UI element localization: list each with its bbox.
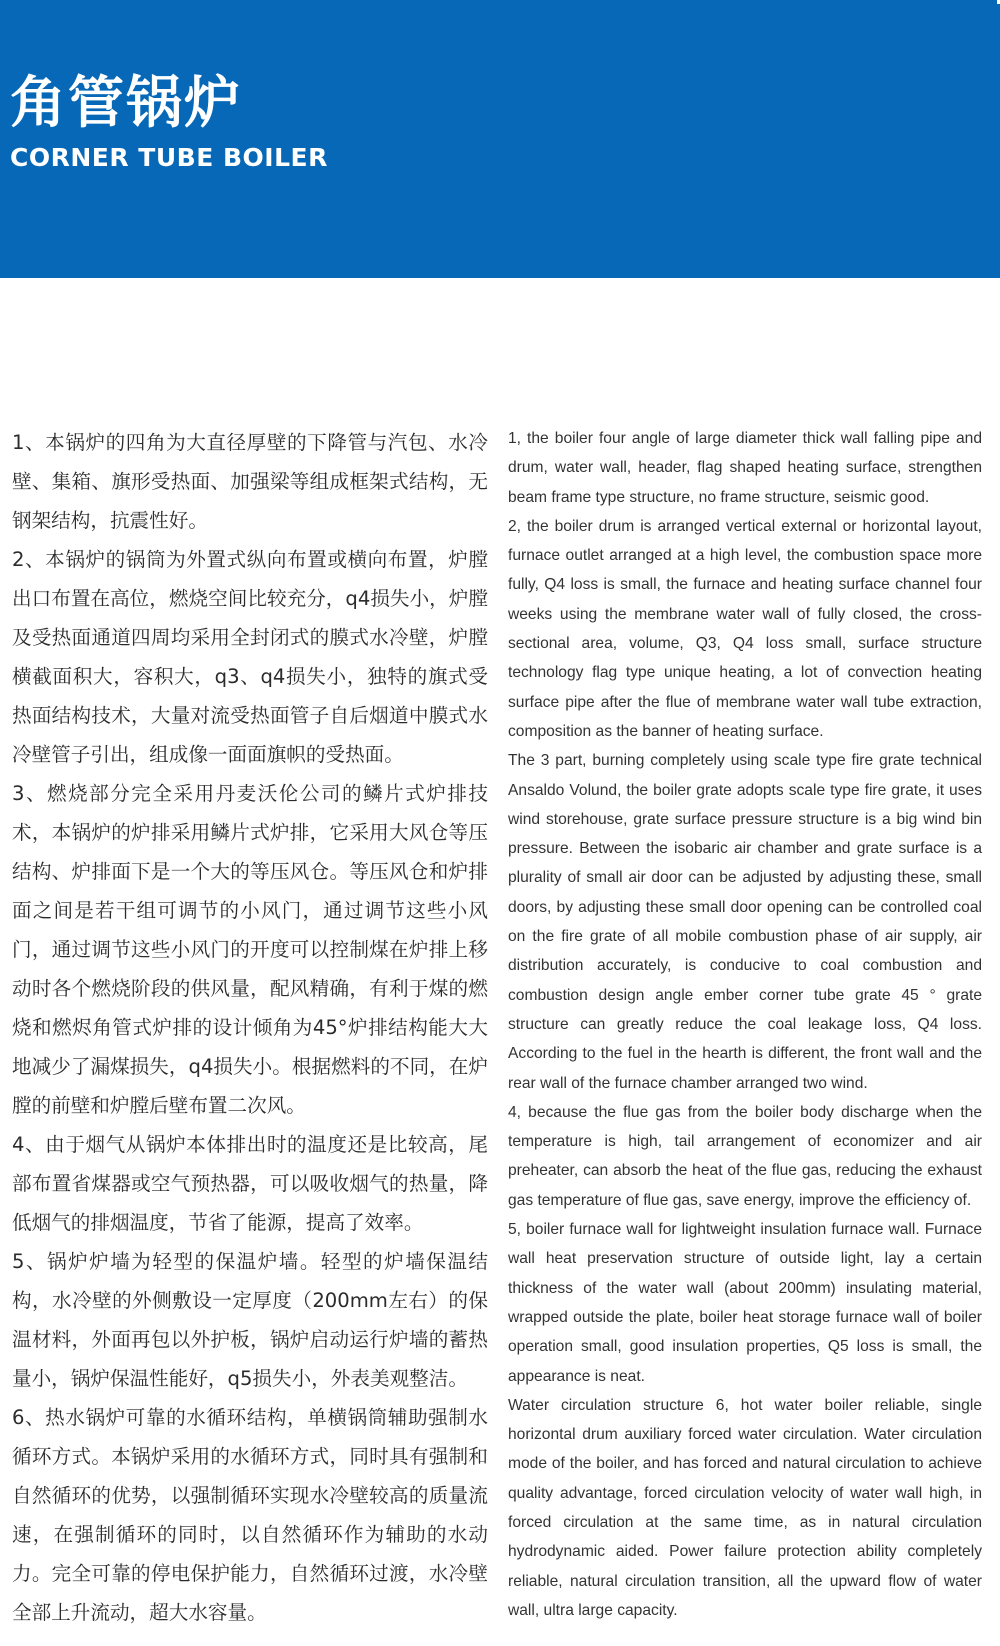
chinese-description-column [12,423,488,1632]
cn-paragraph-6: 6、热水锅炉可靠的水循环结构，单横锅筒辅助强制水循环方式。本锅炉采用的水循环方式，同时具有强制和自然循环的优势，以强制循环实现水冷壁较高的质量流速，在强制循环的同时，以自然循环作为辅助的水动力。完全可靠的停电保护能力，自然循环过渡，水冷壁全部上升流动，超大水容量。 [12,1406,488,1624]
en-paragraph-3: The 3 part, burning completely using scale type fire grate technical Ansaldo Volund, the boiler grate adopts scale type fire grate, it uses wind storehouse, grate surface pressure structure is a big wind bin pressure. Between the isobaric air chamber and grate surface is a plurality of small air door can be adjusted by adjusting these, small doors, by adjusting these small door opening can be controlled coal on the fire grate of all mobile combustion phase of air supply, air distribution accurately, is conducive to coal combustion and combustion design angle ember corner tube grate 45 ° grate structure can greatly reduce the coal leakage loss, Q4 loss. According to the fuel in the hearth is different, the front wall and the rear wall of the furnace chamber arranged two wind. [508,752,982,1092]
page-title-english: CORNER TUBE BOILER [10,143,328,172]
english-description-column [508,424,982,1625]
en-paragraph-2: 2, the boiler drum is arranged vertical external or horizontal layout, furnace outlet arranged at a high level, the combustion space more fully, Q4 loss is small, the furnace and heating surface channel four weeks using the membrane water wall of fully closed, the cross-sectional area, volume, Q3, Q4 loss small, surface structure technology flag type unique heating, a lot of convection heating surface pipe after the flue of membrane water wall tube extraction, composition as the banner of heating surface. [508,517,982,740]
cn-paragraph-3: 3、燃烧部分完全采用丹麦沃伦公司的鳞片式炉排技术，本锅炉的炉排采用鳞片式炉排，它采用大风仓等压结构、炉排面下是一个大的等压风仓。等压风仓和炉排面之间是若干组可调节的小风门，通过调节这些小风门，通过调节这些小风门的开度可以控制煤在炉排上移动时各个燃烧阶段的供风量，配风精确，有利于煤的燃烧和燃烬角管式炉排的设计倾角为45°炉排结构能大大地减少了漏煤损失，q4损失小。根据燃料的不同，在炉膛的前壁和炉膛后壁布置二次风。 [12,782,488,1117]
cn-paragraph-4: 4、由于烟气从锅炉本体排出时的温度还是比较高，尾部布置省煤器或空气预热器，可以吸收烟气的热量，降低烟气的排烟温度，节省了能源，提高了效率。 [12,1133,488,1234]
en-paragraph-1: 1, the boiler four angle of large diameter thick wall falling pipe and drum, water wall, header, flag shaped heating surface, strengthen beam frame type structure, no frame structure, seismic good. [508,430,982,506]
cn-paragraph-2: 2、本锅炉的锅筒为外置式纵向布置或横向布置，炉膛出口布置在高位，燃烧空间比较充分，q4损失小，炉膛及受热面通道四周均采用全封闭式的膜式水冷壁，炉膛横截面积大，容积大，q3、q4损失小，独特的旗式受热面结构技术，大量对流受热面管子自后烟道中膜式水冷壁管子引出，组成像一面面旗帜的受热面。 [12,548,488,766]
en-paragraph-5: 5, boiler furnace wall for lightweight insulation furnace wall. Furnace wall heat preservation structure of outside light, lay a certain thickness of the water wall (about 200mm) insulating material, wrapped outside the plate, boiler heat storage furnace wall of boiler operation small, good insulation properties, Q5 loss is small, the appearance is neat. [508,1221,982,1385]
header-banner [0,0,1000,278]
page-title-chinese: 角管锅炉 [10,71,242,136]
en-paragraph-6: Water circulation structure 6, hot water boiler reliable, single horizontal drum auxiliary forced water circulation. Water circulation mode of the boiler, and has forced and natural circulation to achieve quality advantage, forced circulation velocity of water wall high, in forced circulation at the same time, as in natural circulation hydrodynamic aided. Power failure protection ability completely reliable, natural circulation transition, all the upward flow of water wall, ultra large capacity. [508,1396,982,1619]
en-paragraph-4: 4, because the flue gas from the boiler body discharge when the temperature is high, tail arrangement of economizer and air preheater, can absorb the heat of the flue gas, reducing the exhaust gas temperature of flue gas, save energy, improve the efficiency of. [508,1103,982,1209]
cn-paragraph-1: 1、本锅炉的四角为大直径厚壁的下降管与汽包、水冷壁、集箱、旗形受热面、加强梁等组成框架式结构，无钢架结构，抗震性好。 [12,431,488,532]
cn-paragraph-5: 5、锅炉炉墙为轻型的保温炉墙。轻型的炉墙保温结构，水冷壁的外侧敷设一定厚度（200mm左右）的保温材料，外面再包以外护板，锅炉启动运行炉墙的蓄热量小，锅炉保温性能好，q5损失小，外表美观整洁。 [12,1250,488,1390]
